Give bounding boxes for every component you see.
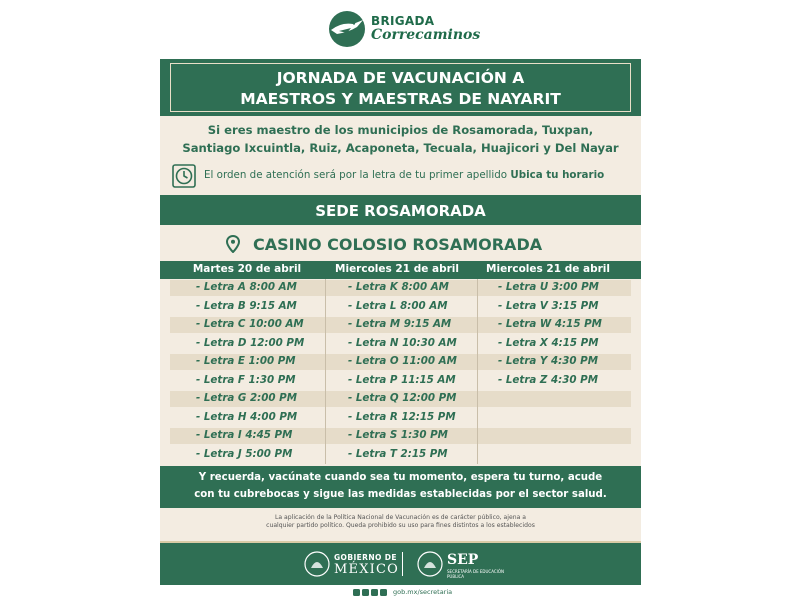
government-footer <box>160 541 641 585</box>
schedule-slot: - Letra H 4:00 PM <box>196 410 298 423</box>
disclaimer-line-2: cualquier partido político. Queda prohibido su uso para fines distintos a los establecidos <box>266 522 535 529</box>
schedule-col-1-header: Martes 20 de abril <box>192 263 302 275</box>
disclaimer <box>160 510 641 540</box>
schedule-slot: - Letra P 11:15 AM <box>348 373 456 386</box>
schedule-slot: - Letra F 1:30 PM <box>196 373 296 386</box>
schedule-slot: - Letra B 9:15 AM <box>196 299 297 312</box>
disclaimer-line-1: La aplicación de la Política Nacional de Vacunación es de carácter público, ajena a <box>274 514 526 521</box>
schedule-slot: - Letra O 11:00 AM <box>348 355 457 367</box>
title-line-1: JORNADA DE VACUNACIÓN A <box>276 69 525 87</box>
schedule-slot: - Letra E 1:00 PM <box>196 355 296 367</box>
schedule-slot: - Letra C 10:00 AM <box>196 318 304 330</box>
schedule-header <box>160 261 641 279</box>
schedule-slot: - Letra T 2:15 PM <box>348 447 448 460</box>
sep-seal-icon <box>417 550 443 578</box>
schedule-slot: - Letra M 9:15 AM <box>348 318 452 330</box>
brand-correcaminos: Correcaminos <box>371 27 481 43</box>
sep-label: SEP <box>447 552 479 568</box>
schedule-slot: - Letra Y 4:30 PM <box>498 355 598 367</box>
schedule-slot: - Letra X 4:15 PM <box>498 336 599 349</box>
order-text-body: El orden de atención será por la letra de tu primer apellido <box>204 169 511 181</box>
schedule-slot: - Letra D 12:00 PM <box>196 336 305 349</box>
youtube-icon[interactable] <box>380 589 387 596</box>
schedule-grid <box>160 279 641 464</box>
venue-name: CASINO COLOSIO ROSAMORADA <box>253 235 543 254</box>
social-url[interactable]: gob.mx/secretaria <box>393 588 453 596</box>
location-pin-icon <box>226 235 240 253</box>
gobierno-label: GOBIERNO DE <box>334 553 397 562</box>
vaccination-poster <box>160 0 641 600</box>
schedule-slot: - Letra N 10:30 AM <box>348 336 457 349</box>
reminder-line-1: Y recuerda, vacúnate cuando sea tu momento, espera tu turno, acude <box>198 472 603 483</box>
twitter-icon[interactable] <box>362 589 369 596</box>
venue-row <box>160 229 641 259</box>
schedule-slot: - Letra G 2:00 PM <box>196 392 297 404</box>
schedule-slot: - Letra K 8:00 AM <box>348 281 449 293</box>
order-text <box>204 169 604 181</box>
schedule-slot: - Letra A 8:00 AM <box>196 281 297 293</box>
facebook-icon[interactable] <box>353 589 360 596</box>
schedule-slot: - Letra U 3:00 PM <box>498 281 599 293</box>
footer-divider <box>402 552 403 576</box>
reminder-banner <box>160 466 641 508</box>
order-text-emphasis: Ubica tu horario <box>510 169 605 181</box>
brand-brigada: BRIGADA <box>371 14 435 28</box>
column-divider <box>477 279 478 464</box>
schedule-slot: - Letra Q 12:00 PM <box>348 392 457 404</box>
clock-icon <box>172 164 196 188</box>
schedule-col-2-header: Miercoles 21 de abril <box>335 263 459 275</box>
intro-line-2: Santiago Ixcuintla, Ruiz, Acaponeta, Tecuala, Huajicori y Del Nayar <box>182 141 619 155</box>
schedule-slot: - Letra R 12:15 PM <box>348 410 456 423</box>
title-frame <box>170 63 631 112</box>
reminder-line-2: con tu cubrebocas y sigue las medidas establecidas por el sector salud. <box>194 489 607 500</box>
sede-title: SEDE ROSAMORADA <box>315 202 486 220</box>
intro-text <box>160 116 641 158</box>
schedule-col-3-header: Miercoles 21 de abril <box>486 263 610 275</box>
schedule-slot: - Letra J 5:00 PM <box>196 447 293 460</box>
brand-header <box>160 0 641 56</box>
mexico-label: MÉXICO <box>334 562 399 577</box>
roadrunner-logo-icon <box>327 10 367 48</box>
schedule-slot: - Letra L 8:00 AM <box>348 299 448 312</box>
schedule-slot: - Letra W 4:15 PM <box>498 318 602 330</box>
schedule-slot: - Letra I 4:45 PM <box>196 429 293 441</box>
title-banner <box>160 56 641 116</box>
schedule-slot: - Letra S 1:30 PM <box>348 429 448 441</box>
government-seal-icon <box>304 550 330 578</box>
sep-sub-label: SECRETARÍA DE EDUCACIÓN PÚBLICA <box>447 569 504 579</box>
sede-banner <box>160 195 641 225</box>
instagram-icon[interactable] <box>371 589 378 596</box>
intro-line-1: Si eres maestro de los municipios de Rosamorada, Tuxpan, <box>207 123 594 137</box>
column-divider <box>325 279 326 464</box>
schedule-slot: - Letra Z 4:30 PM <box>498 373 598 386</box>
social-bar <box>160 585 641 600</box>
title-line-2: MAESTROS Y MAESTRAS DE NAYARIT <box>240 90 561 108</box>
order-note <box>160 161 641 191</box>
schedule-slot: - Letra V 3:15 PM <box>498 299 599 312</box>
